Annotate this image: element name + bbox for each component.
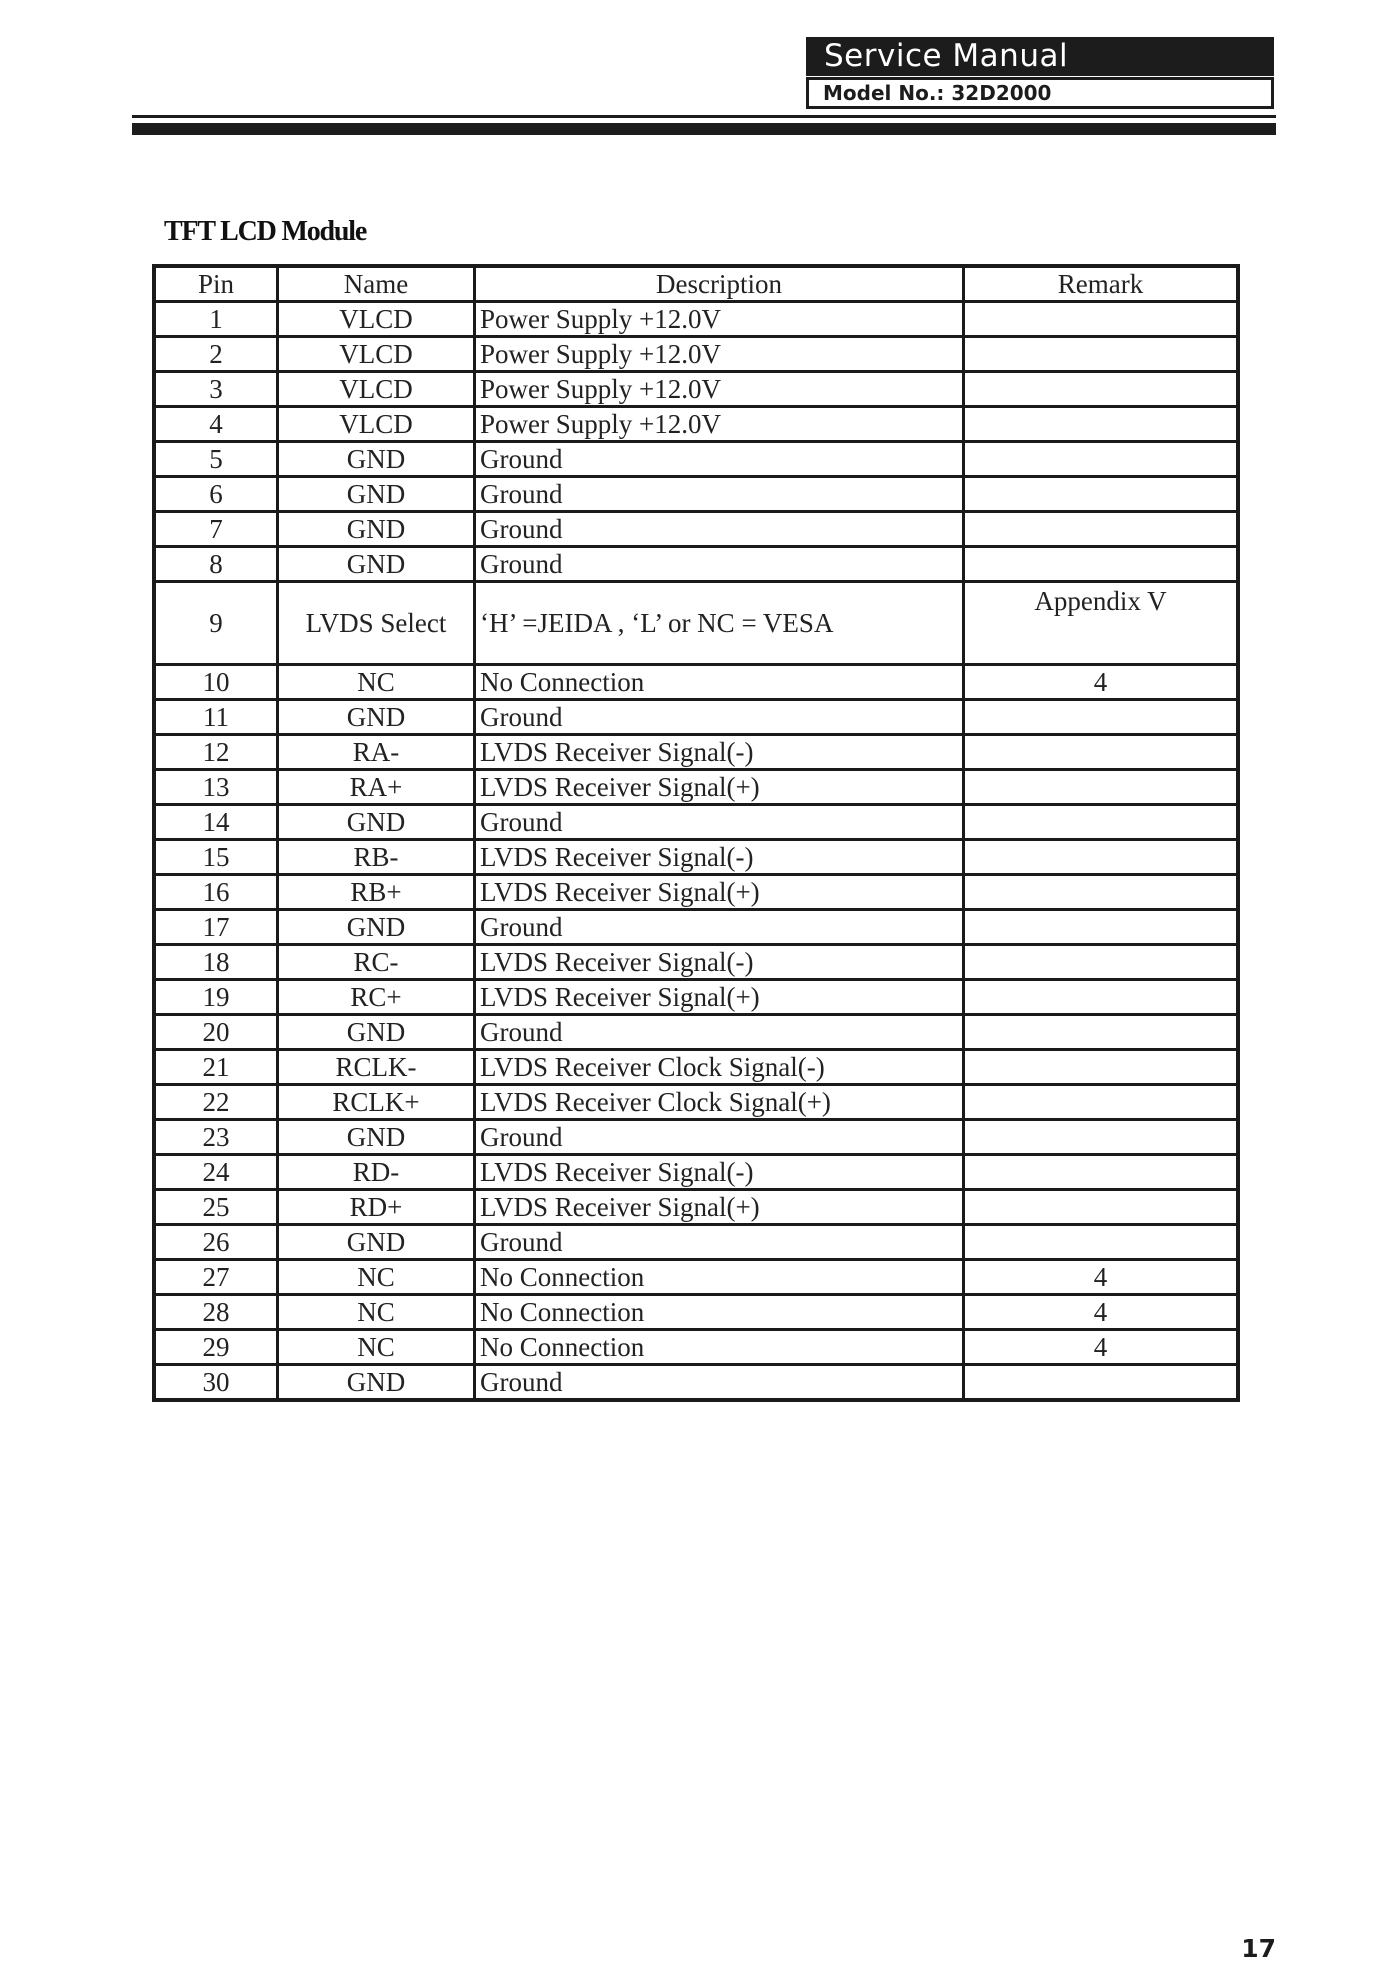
description-cell: No Connection <box>475 1260 964 1295</box>
table-row <box>154 1330 1238 1365</box>
remark-cell <box>964 1225 1239 1260</box>
pin-table <box>152 264 1240 1402</box>
description-cell: Power Supply +12.0V <box>475 302 964 337</box>
column-header-pin: Pin <box>154 266 278 302</box>
description-cell: Ground <box>475 1225 964 1260</box>
description-cell: LVDS Receiver Clock Signal(-) <box>475 1050 964 1085</box>
pin-cell: 10 <box>154 665 278 700</box>
remark-cell <box>964 875 1239 910</box>
name-cell: GND <box>278 1120 475 1155</box>
remark-cell <box>964 1365 1239 1401</box>
header-rule-thick <box>132 123 1276 135</box>
name-cell: VLCD <box>278 372 475 407</box>
description-cell: Power Supply +12.0V <box>475 372 964 407</box>
name-cell: LVDS Select <box>278 582 475 665</box>
pin-cell: 14 <box>154 805 278 840</box>
table-row <box>154 770 1238 805</box>
description-cell: Ground <box>475 910 964 945</box>
name-cell: GND <box>278 1015 475 1050</box>
name-cell: RB+ <box>278 875 475 910</box>
pin-cell: 17 <box>154 910 278 945</box>
remark-cell <box>964 910 1239 945</box>
remark-cell <box>964 477 1239 512</box>
name-cell: GND <box>278 700 475 735</box>
name-cell: RCLK- <box>278 1050 475 1085</box>
pin-cell: 26 <box>154 1225 278 1260</box>
name-cell: GND <box>278 442 475 477</box>
pin-cell: 16 <box>154 875 278 910</box>
table-row <box>154 1085 1238 1120</box>
name-cell: NC <box>278 1260 475 1295</box>
name-cell: VLCD <box>278 337 475 372</box>
description-cell: LVDS Receiver Signal(-) <box>475 1155 964 1190</box>
name-cell: VLCD <box>278 302 475 337</box>
remark-cell <box>964 1015 1239 1050</box>
name-cell: VLCD <box>278 407 475 442</box>
description-cell: Ground <box>475 477 964 512</box>
pin-cell: 27 <box>154 1260 278 1295</box>
header-rule-thin <box>132 115 1276 118</box>
pin-cell: 3 <box>154 372 278 407</box>
description-cell: LVDS Receiver Signal(+) <box>475 770 964 805</box>
pin-cell: 25 <box>154 1190 278 1225</box>
manual-title: Service Manual <box>806 37 1274 76</box>
description-cell: Ground <box>475 442 964 477</box>
model-number: Model No.: 32D2000 <box>806 77 1274 109</box>
description-cell: Power Supply +12.0V <box>475 407 964 442</box>
pin-cell: 21 <box>154 1050 278 1085</box>
pin-cell: 19 <box>154 980 278 1015</box>
table-row <box>154 840 1238 875</box>
remark-cell <box>964 700 1239 735</box>
name-cell: RA- <box>278 735 475 770</box>
table-row <box>154 477 1238 512</box>
remark-cell <box>964 1155 1239 1190</box>
table-row <box>154 1190 1238 1225</box>
table-row <box>154 442 1238 477</box>
remark-cell <box>964 840 1239 875</box>
table-row <box>154 1295 1238 1330</box>
description-cell: Ground <box>475 805 964 840</box>
description-cell: LVDS Receiver Signal(+) <box>475 1190 964 1225</box>
table-row <box>154 945 1238 980</box>
table-row <box>154 665 1238 700</box>
remark-cell: 4 <box>964 1295 1239 1330</box>
pin-cell: 22 <box>154 1085 278 1120</box>
pin-cell: 4 <box>154 407 278 442</box>
pin-cell: 28 <box>154 1295 278 1330</box>
remark-cell <box>964 735 1239 770</box>
table-row <box>154 875 1238 910</box>
table-row <box>154 1260 1238 1295</box>
remark-cell <box>964 547 1239 582</box>
pin-cell: 2 <box>154 337 278 372</box>
name-cell: NC <box>278 665 475 700</box>
table-row <box>154 372 1238 407</box>
remark-cell: 4 <box>964 665 1239 700</box>
description-cell: LVDS Receiver Signal(-) <box>475 840 964 875</box>
pin-cell: 30 <box>154 1365 278 1401</box>
description-cell: LVDS Receiver Signal(+) <box>475 980 964 1015</box>
pin-cell: 8 <box>154 547 278 582</box>
remark-cell <box>964 512 1239 547</box>
table-row <box>154 805 1238 840</box>
description-cell: No Connection <box>475 1330 964 1365</box>
table-row <box>154 1015 1238 1050</box>
name-cell: GND <box>278 1365 475 1401</box>
remark-cell <box>964 805 1239 840</box>
description-cell: LVDS Receiver Signal(+) <box>475 875 964 910</box>
name-cell: GND <box>278 547 475 582</box>
pin-cell: 18 <box>154 945 278 980</box>
column-header-remark: Remark <box>964 266 1239 302</box>
name-cell: GND <box>278 477 475 512</box>
pin-cell: 7 <box>154 512 278 547</box>
remark-cell: 4 <box>964 1330 1239 1365</box>
description-cell: Power Supply +12.0V <box>475 337 964 372</box>
table-row <box>154 337 1238 372</box>
table-row <box>154 1225 1238 1260</box>
description-cell: Ground <box>475 1015 964 1050</box>
remark-cell: Appendix V <box>964 582 1239 665</box>
remark-cell <box>964 442 1239 477</box>
description-cell: Ground <box>475 700 964 735</box>
table-row <box>154 302 1238 337</box>
name-cell: RCLK+ <box>278 1085 475 1120</box>
name-cell: GND <box>278 1225 475 1260</box>
pin-cell: 9 <box>154 582 278 665</box>
table-row <box>154 547 1238 582</box>
remark-cell <box>964 980 1239 1015</box>
remark-cell <box>964 337 1239 372</box>
name-cell: GND <box>278 512 475 547</box>
page-number: 17 <box>1241 1934 1276 1963</box>
description-cell: No Connection <box>475 1295 964 1330</box>
name-cell: RD- <box>278 1155 475 1190</box>
description-cell: ‘H’ =JEIDA , ‘L’ or NC = VESA <box>475 582 964 665</box>
remark-cell <box>964 1190 1239 1225</box>
pin-cell: 5 <box>154 442 278 477</box>
description-cell: LVDS Receiver Signal(-) <box>475 945 964 980</box>
pin-cell: 29 <box>154 1330 278 1365</box>
description-cell: LVDS Receiver Signal(-) <box>475 735 964 770</box>
table-body <box>154 302 1238 1401</box>
description-cell: Ground <box>475 1120 964 1155</box>
table-row <box>154 1120 1238 1155</box>
column-header-name: Name <box>278 266 475 302</box>
remark-cell: 4 <box>964 1260 1239 1295</box>
description-cell: LVDS Receiver Clock Signal(+) <box>475 1085 964 1120</box>
name-cell: RB- <box>278 840 475 875</box>
name-cell: RC+ <box>278 980 475 1015</box>
remark-cell <box>964 302 1239 337</box>
name-cell: RC- <box>278 945 475 980</box>
table-row <box>154 1050 1238 1085</box>
table-row <box>154 407 1238 442</box>
pin-cell: 23 <box>154 1120 278 1155</box>
pin-cell: 15 <box>154 840 278 875</box>
description-cell: Ground <box>475 547 964 582</box>
remark-cell <box>964 1120 1239 1155</box>
table-header-row <box>154 266 1238 302</box>
pin-cell: 13 <box>154 770 278 805</box>
table-row <box>154 512 1238 547</box>
remark-cell <box>964 407 1239 442</box>
table-row <box>154 582 1238 665</box>
description-cell: Ground <box>475 1365 964 1401</box>
column-header-description: Description <box>475 266 964 302</box>
remark-cell <box>964 372 1239 407</box>
table-row <box>154 735 1238 770</box>
name-cell: RA+ <box>278 770 475 805</box>
table-row <box>154 1365 1238 1401</box>
pin-cell: 20 <box>154 1015 278 1050</box>
table-row <box>154 1155 1238 1190</box>
table-row <box>154 980 1238 1015</box>
pin-cell: 1 <box>154 302 278 337</box>
description-cell: No Connection <box>475 665 964 700</box>
name-cell: GND <box>278 910 475 945</box>
name-cell: RD+ <box>278 1190 475 1225</box>
description-cell: Ground <box>475 512 964 547</box>
pin-cell: 12 <box>154 735 278 770</box>
section-title: TFT LCD Module <box>164 216 367 247</box>
pin-cell: 6 <box>154 477 278 512</box>
remark-cell <box>964 1050 1239 1085</box>
remark-cell <box>964 1085 1239 1120</box>
table-row <box>154 910 1238 945</box>
name-cell: NC <box>278 1295 475 1330</box>
pin-cell: 11 <box>154 700 278 735</box>
name-cell: NC <box>278 1330 475 1365</box>
remark-cell <box>964 770 1239 805</box>
name-cell: GND <box>278 805 475 840</box>
table-row <box>154 700 1238 735</box>
pin-cell: 24 <box>154 1155 278 1190</box>
remark-cell <box>964 945 1239 980</box>
